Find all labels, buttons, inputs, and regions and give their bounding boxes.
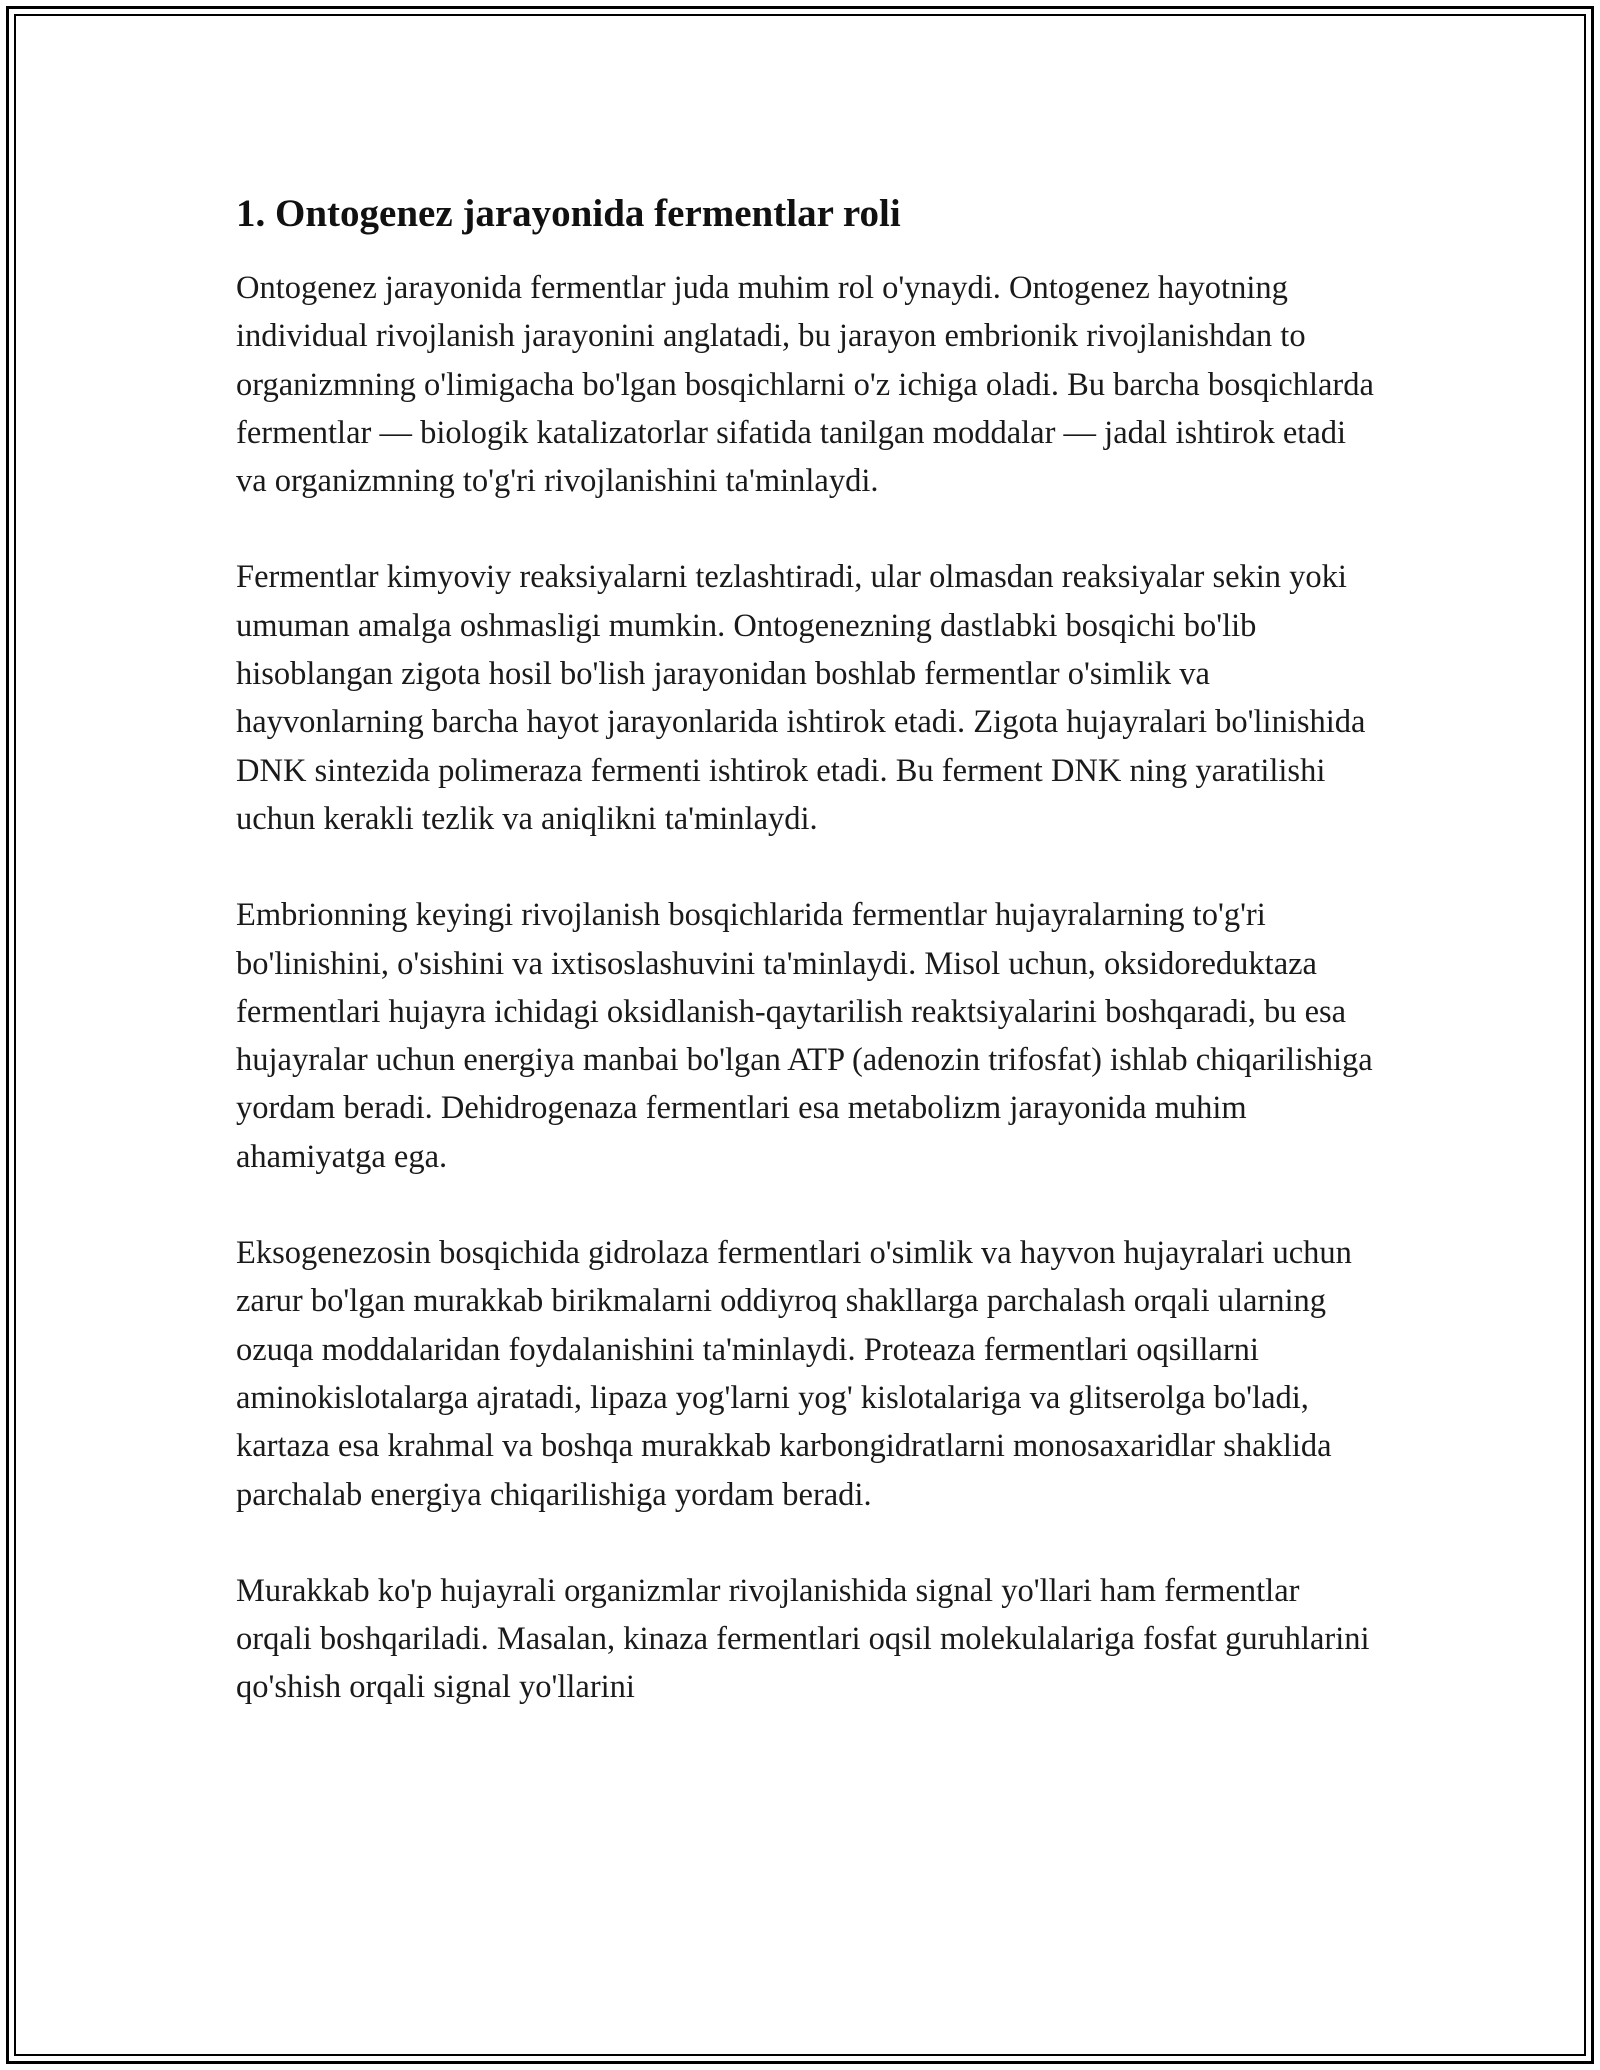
paragraph-2: Fermentlar kimyoviy reaksiyalarni tezlashtiradi, ular olmasdan reaksiyalar sekin yoki umuman amalga oshmasligi mumkin. Ontogenezning dastlabki bosqichi bo'lib hisoblangan zigota hosil bo'lish jarayonidan boshlab fermentlar o'simlik va hayvonlarning barcha hayot jarayonlarida ishtirok etadi. Zigota hujayralari bo'linishida DNK sintezida polimeraza fermenti ishtirok etadi. Bu ferment DNK ning yaratilishi uchun kerakli tezlik va aniqlikni ta'minlaydi. bbox=[236, 559, 1366, 837]
paragraph-1: Ontogenez jarayonida fermentlar juda muhim rol o'ynaydi. Ontogenez hayotning individual rivojlanish jarayonini anglatadi, bu jarayon embrionik rivojlanishdan to organizmning o'limigacha bo'lgan bosqichlarni o'z ichiga oladi. Bu barcha bosqichlarda fermentlar — biologik katalizatorlar sifatida tanilgan moddalar — jadal ishtirok etadi va organizmning to'g'ri rivojlanishini ta'minlaydi. bbox=[236, 270, 1374, 500]
paragraph-3: Embrionning keyingi rivojlanish bosqichlarida fermentlar hujayralarning to'g'ri bo'linishini, o'sishini va ixtisoslashuvini ta'minlaydi. Misol uchun, oksidoreduktaza fermentlari hujayra ichidagi oksidlanish-qaytarilish reaktsiyalarini boshqaradi, bu esa hujayralar uchun energiya manbai bo'lgan ATP (adenozin trifosfat) ishlab chiqarilishiga yordam beradi. Dehidrogenaza fermentlari esa metabolizm jarayonida muhim ahamiyatga ega. bbox=[236, 897, 1373, 1175]
section-heading: 1. Ontogenez jarayonida fermentlar roli bbox=[236, 192, 901, 235]
paragraph-4: Eksogenezosin bosqichida gidrolaza fermentlari o'simlik va hayvon hujayralari uchun zarur bo'lgan murakkab birikmalarni oddiyroq shakllarga parchalash orqali ularning ozuqa moddalaridan foydalanishini ta'minlaydi. Proteaza fermentlari oqsillarni aminokislotalarga ajratadi, lipaza yog'larni yog' kislotalariga va glitserolga bo'ladi, kartaza esa krahmal va boshqa murakkab karbongidratlarni monosaxaridlar shaklida parchalab energiya chiqarilishiga yordam beradi. bbox=[236, 1235, 1352, 1513]
document-body bbox=[236, 186, 1376, 1760]
paragraph-5: Murakkab ko'p hujayrali organizmlar rivojlanishida signal yo'llari ham fermentlar orqali boshqariladi. Masalan, kinaza fermentlari oqsil molekulalariga fosfat guruhlarini qo'shish orqali signal yo'llarini bbox=[236, 1572, 1370, 1706]
